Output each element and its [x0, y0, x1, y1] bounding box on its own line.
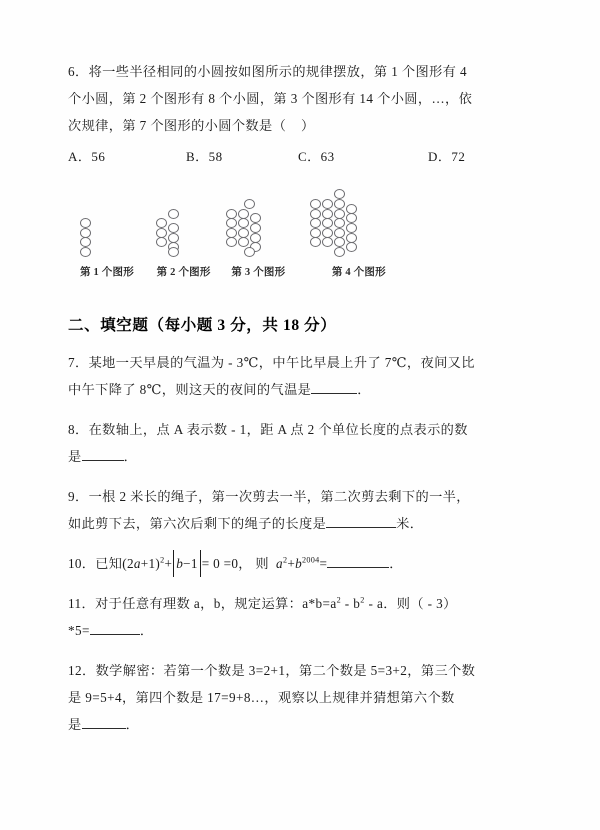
- question-10-target-b: b: [295, 556, 302, 571]
- figure-caption-2: 第 2 个图形: [156, 267, 211, 278]
- pattern-circle: [226, 228, 237, 238]
- pattern-circle: [168, 209, 179, 219]
- question-6: [68, 58, 538, 279]
- pattern-circle: [310, 237, 321, 247]
- question-11-text-2: *5=: [68, 623, 90, 638]
- question-10-label: 已知: [95, 556, 123, 571]
- pattern-circle: [80, 228, 91, 238]
- section-heading-fill-in-blank: 二、填空题（每小题 3 分，共 18 分）: [68, 317, 337, 334]
- question-8-text: 是: [68, 449, 82, 464]
- pattern-circle: [168, 247, 179, 257]
- question-8: [68, 416, 538, 470]
- figure-captions: [74, 264, 434, 279]
- answer-blank-9[interactable]: [326, 514, 396, 528]
- pattern-circle: [226, 237, 237, 247]
- question-10-var-a: a: [133, 556, 141, 571]
- question-10-target-b-exp: 2004: [302, 555, 320, 565]
- pattern-circle: [238, 228, 249, 238]
- page-content: [68, 58, 538, 751]
- pattern-circle: [80, 247, 91, 257]
- pattern-circle: [226, 218, 237, 228]
- question-10-target-plus: +: [287, 556, 296, 571]
- pattern-circle: [334, 189, 345, 199]
- figure-caption-3: 第 3 个图形: [231, 267, 286, 278]
- pattern-circle: [238, 218, 249, 228]
- answer-blank-10[interactable]: [327, 554, 389, 568]
- question-10-line-1: [68, 550, 538, 577]
- question-12-line-2: 是 9=5+4，第四个数是 17=9+8…，观察以上规律并猜想第六个数: [68, 690, 455, 705]
- circle-pattern-figures: [74, 179, 434, 257]
- pattern-circle: [346, 213, 357, 223]
- figure-2-circles: [150, 179, 220, 257]
- question-6-line-1: 6．将一些半径相同的小圆按如图所示的规律摆放，第 1 个图形有 4: [68, 64, 467, 79]
- pattern-circle: [322, 228, 333, 238]
- answer-blank-12[interactable]: [82, 715, 126, 729]
- question-10-expr-plus1: +1): [140, 556, 161, 571]
- question-8-period: ．: [123, 449, 138, 464]
- question-10-abs-group: [173, 550, 201, 577]
- question-11-text-mid: - b: [341, 596, 361, 611]
- figure-caption-4: 第 4 个图形: [331, 267, 386, 278]
- question-11: [68, 590, 538, 644]
- question-10-target-a: a: [276, 556, 283, 571]
- question-6-options: [68, 145, 538, 169]
- question-12: [68, 657, 538, 738]
- question-10-square: 2: [160, 555, 165, 565]
- question-7-line-2: [68, 376, 538, 403]
- pattern-circle: [346, 204, 357, 214]
- question-11-text-pre: 11．对于任意有理数 a，b，规定运算：a*b=a: [68, 596, 337, 611]
- question-8-line-1: 8．在数轴上，点 A 表示数 - 1，距 A 点 2 个单位长度的点表示的数: [68, 422, 468, 437]
- pattern-circle: [334, 237, 345, 247]
- question-10: [68, 550, 538, 577]
- pattern-circle: [156, 218, 167, 228]
- question-11-period: ．: [139, 623, 154, 638]
- pattern-circle: [250, 233, 261, 243]
- question-8-line-2: [68, 443, 538, 470]
- question-10-minus-one: −1: [183, 556, 198, 571]
- figure-caption-1: 第 1 个图形: [80, 267, 134, 278]
- pattern-circle: [168, 223, 179, 233]
- pattern-circle: [310, 199, 321, 209]
- question-11-sup-1: 2: [336, 595, 342, 605]
- pattern-circle: [80, 218, 91, 228]
- question-12-period: ．: [125, 717, 140, 732]
- pattern-circle: [334, 218, 345, 228]
- question-10-expr-open: (2: [122, 556, 134, 571]
- question-10-target-equals: =: [319, 556, 328, 571]
- pattern-circle: [226, 209, 237, 219]
- question-9: [68, 483, 538, 537]
- option-c[interactable]: C．63: [298, 149, 335, 164]
- question-7-period: ．: [357, 382, 371, 397]
- question-12-line-3: [68, 711, 538, 738]
- question-6-line-3: 次规律，第 7 个图形的小圆个数是（ ）: [68, 118, 315, 133]
- pattern-circle: [334, 228, 345, 238]
- question-10-then: 则: [255, 556, 269, 571]
- pattern-circle: [334, 209, 345, 219]
- question-9-line-2: [68, 510, 538, 537]
- figure-4-circles: [304, 179, 408, 257]
- figure-1-circles: [74, 179, 150, 257]
- pattern-circle: [322, 218, 333, 228]
- question-6-line-2: 个小圆，第 2 个图形有 8 个小圆，第 3 个图形有 14 个小圆，…，依: [68, 91, 473, 106]
- answer-blank-7[interactable]: [311, 380, 357, 394]
- question-9-unit: 米．: [396, 516, 424, 531]
- pattern-circle: [250, 223, 261, 233]
- question-9-text: 如此剪下去，第六次后剩下的绳子的长度是: [68, 516, 327, 531]
- question-10-number: 10．: [68, 556, 96, 571]
- option-a[interactable]: A．56: [68, 149, 106, 164]
- question-10-target-a-exp: 2: [282, 555, 288, 565]
- question-12-line-1: 12．数学解密：若第一个数是 3=2+1，第二个数是 5=3+2，第三个数: [68, 663, 476, 678]
- question-11-line-2: [68, 617, 538, 644]
- pattern-circle: [80, 237, 91, 247]
- pattern-circle: [156, 237, 167, 247]
- pattern-circle: [322, 237, 333, 247]
- question-7: [68, 349, 538, 403]
- question-10-expr-plus: +: [164, 556, 173, 571]
- pattern-circle: [322, 209, 333, 219]
- pattern-circle: [322, 199, 333, 209]
- option-d[interactable]: D．72: [428, 149, 466, 164]
- pattern-circle: [346, 242, 357, 252]
- pattern-circle: [310, 228, 321, 238]
- question-11-sup-2: 2: [360, 595, 365, 605]
- pattern-circle: [334, 199, 345, 209]
- pattern-circle: [310, 209, 321, 219]
- question-6-figure: [74, 179, 434, 279]
- question-10-period: ．: [389, 556, 403, 571]
- pattern-circle: [244, 199, 255, 209]
- question-7-line-1: 7．某地一天早晨的气温为 - 3℃，中午比早晨上升了 7℃，夜间又比: [68, 355, 475, 370]
- figure-3-circles: [220, 179, 304, 257]
- pattern-circle: [310, 218, 321, 228]
- pattern-circle: [238, 209, 249, 219]
- answer-blank-11[interactable]: [90, 621, 140, 635]
- question-11-line-1: [68, 590, 538, 617]
- pattern-circle: [156, 228, 167, 238]
- pattern-circle: [168, 233, 179, 243]
- answer-blank-8[interactable]: [82, 447, 124, 461]
- pattern-circle: [238, 237, 249, 247]
- question-9-line-1: 9．一根 2 米长的绳子，第一次剪去一半，第二次剪去剩下的一半，: [68, 489, 470, 504]
- pattern-circle: [244, 247, 255, 257]
- question-10-var-b: b: [176, 556, 184, 571]
- pattern-circle: [346, 223, 357, 233]
- pattern-circle: [250, 213, 261, 223]
- question-7-text: 中午下降了 8℃，则这天的夜间的气温是: [68, 382, 312, 397]
- pattern-circle: [346, 233, 357, 243]
- pattern-circle: [334, 247, 345, 257]
- question-11-text-post: - a．则（ - 3）: [364, 596, 457, 611]
- option-b[interactable]: B．58: [186, 149, 223, 164]
- question-12-text: 是: [68, 717, 82, 732]
- question-10-equals-zero: = 0 =0，: [201, 556, 252, 571]
